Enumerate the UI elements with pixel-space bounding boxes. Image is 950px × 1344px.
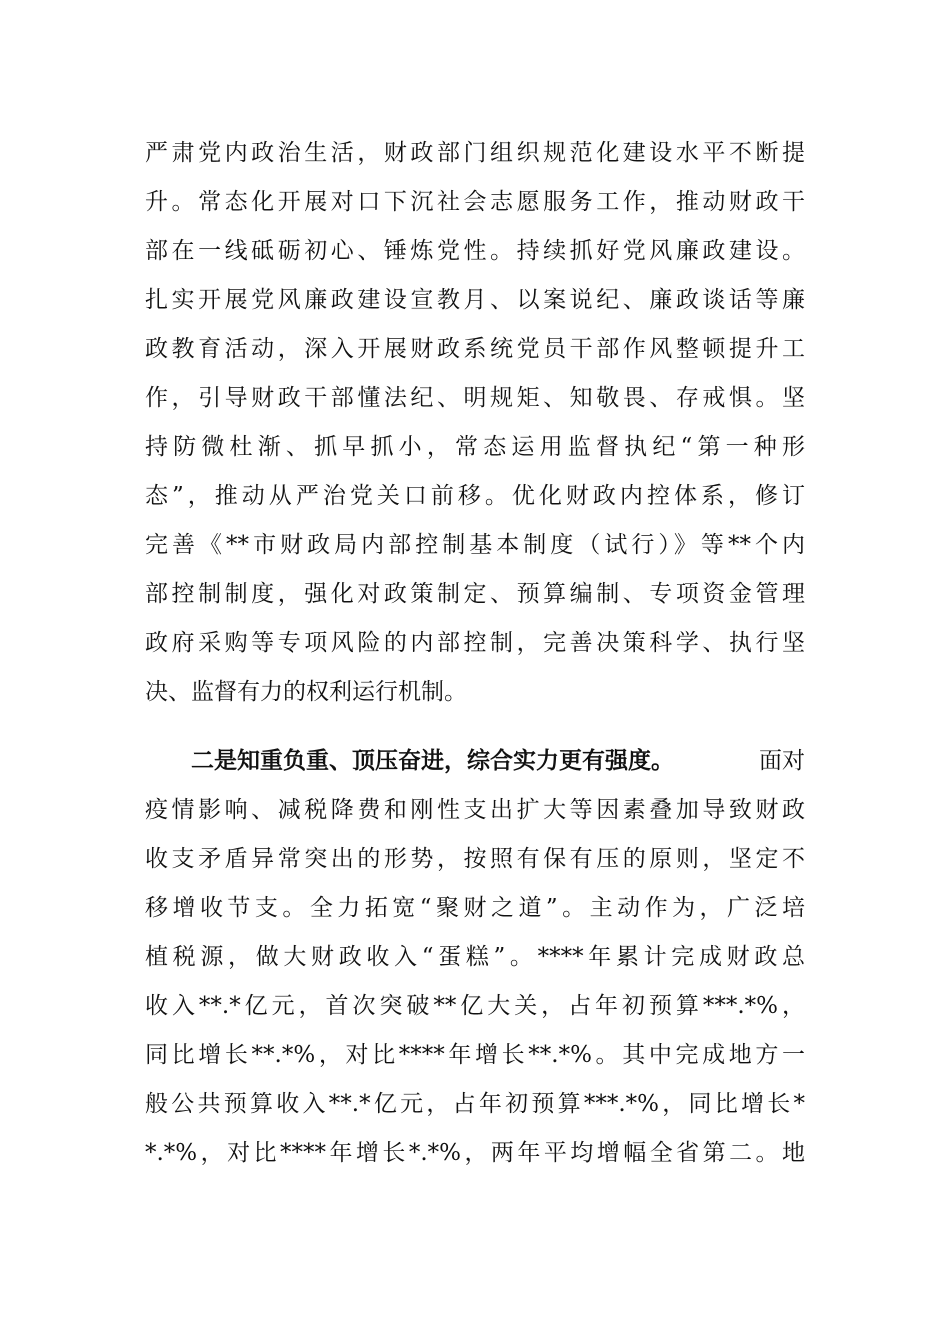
paragraph-2-line-6: 收入**.*亿元，首次突破**亿大关，占年初预算***.*%， [145, 993, 805, 1019]
paragraph-1-line-11: 政府采购等专项风险的内部控制，完善决策科学、执行坚 [145, 630, 805, 656]
paragraph-2-line-2: 疫情影响、减税降费和刚性支出扩大等因素叠加导致财政 [145, 797, 805, 823]
paragraph-1-line-3: 部在一线砥砺初心、锤炼党性。持续抓好党风廉政建设。 [145, 238, 805, 264]
paragraph-2-line-8: 般公共预算收入**.*亿元，占年初预算***.*%，同比增长* [145, 1091, 805, 1117]
paragraph-2-line-1 [191, 746, 805, 776]
section-heading: 二是知重负重、顶压奋进，综合实力更有强度。 [191, 747, 674, 774]
paragraph-1-line-2: 升。常态化开展对口下沉社会志愿服务工作，推动财政干 [145, 189, 805, 215]
paragraph-1-line-10: 部控制制度，强化对政策制定、预算编制、专项资金管理 [145, 581, 805, 607]
paragraph-1-line-8: 态”，推动从严治党关口前移。优化财政内控体系，修订 [145, 483, 805, 509]
paragraph-1-line-6: 作，引导财政干部懂法纪、明规矩、知敬畏、存戒惧。坚 [145, 385, 805, 411]
paragraph-2-line-1-rest: 面对 [759, 748, 805, 774]
paragraph-2-line-4: 移增收节支。全力拓宽“聚财之道”。主动作为，广泛培 [145, 895, 805, 921]
paragraph-2-line-7: 同比增长**.*%，对比****年增长**.*%。其中完成地方一 [145, 1042, 805, 1068]
paragraph-1-line-12: 决、监督有力的权利运行机制。 [145, 679, 467, 705]
paragraph-1-line-5: 政教育活动，深入开展财政系统党员干部作风整顿提升工 [145, 336, 805, 362]
paragraph-2-line-3: 收支矛盾异常突出的形势，按照有保有压的原则，坚定不 [145, 846, 805, 872]
paragraph-1-line-4: 扎实开展党风廉政建设宣教月、以案说纪、廉政谈话等廉 [145, 287, 805, 313]
paragraph-2-line-5: 植税源，做大财政收入“蛋糕”。****年累计完成财政总 [145, 944, 805, 970]
paragraph-2-line-9: *.*%，对比****年增长*.*%，两年平均增幅全省第二。地 [145, 1140, 805, 1166]
paragraph-1-line-7: 持防微杜渐、抓早抓小，常态运用监督执纪“第一种形 [145, 434, 805, 460]
paragraph-1-line-1: 严肃党内政治生活，财政部门组织规范化建设水平不断提 [145, 140, 805, 166]
paragraph-1-line-9: 完善《**市财政局内部控制基本制度（试行）》等**个内 [145, 532, 805, 558]
